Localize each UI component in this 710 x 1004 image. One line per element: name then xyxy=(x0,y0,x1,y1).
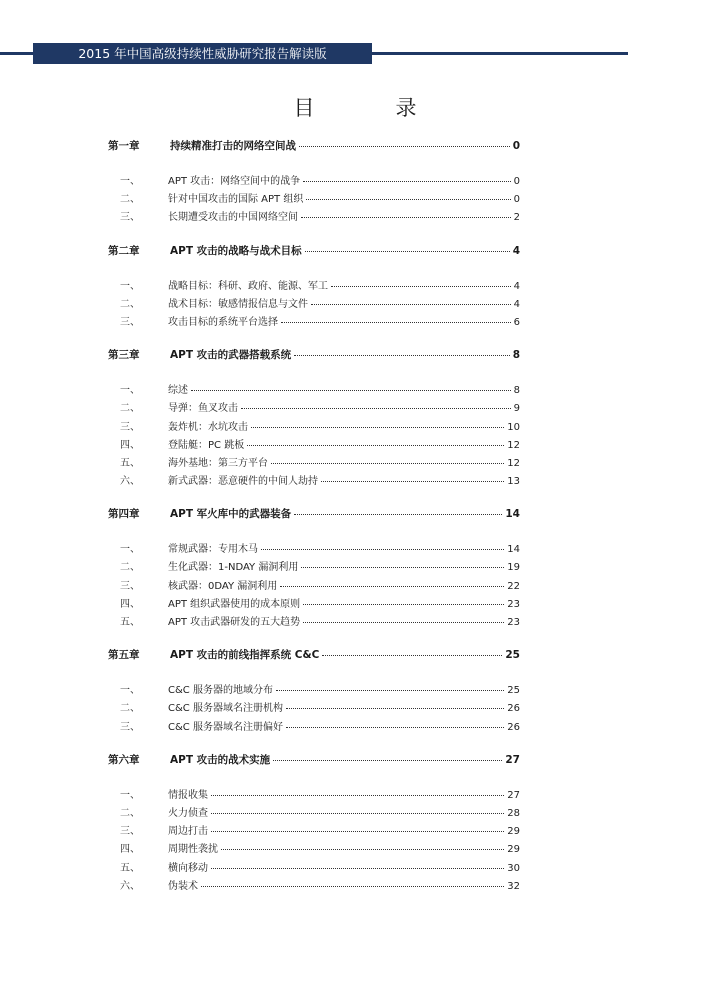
toc-item[interactable] xyxy=(108,313,520,331)
toc-item[interactable] xyxy=(108,822,520,840)
item-number: 一、 xyxy=(120,685,140,697)
item-page: 8 xyxy=(513,385,520,397)
toc-item[interactable] xyxy=(108,718,520,736)
item-number: 三、 xyxy=(120,580,140,592)
toc-item[interactable] xyxy=(108,454,520,472)
toc-chapter[interactable] xyxy=(108,138,520,158)
item-number: 二、 xyxy=(120,703,140,715)
item-title: C&C 服务器域名注册偏好 xyxy=(168,721,283,733)
item-title: 周边打击 xyxy=(168,826,208,838)
chapter-title: APT 军火库中的武器装备 xyxy=(170,508,292,521)
leader-dots xyxy=(211,868,504,869)
item-number: 四、 xyxy=(120,439,140,451)
toc-item[interactable] xyxy=(108,399,520,417)
leader-dots xyxy=(247,445,504,446)
toc-item[interactable] xyxy=(108,418,520,436)
header-title: 2015 年中国高级持续性威胁研究报告解读版 xyxy=(33,43,372,64)
toc-item[interactable] xyxy=(108,859,520,877)
toc-item[interactable] xyxy=(108,558,520,576)
toc-chapter[interactable] xyxy=(108,347,520,367)
item-title: C&C 服务器的地域分布 xyxy=(168,685,273,697)
item-page: 12 xyxy=(507,439,520,451)
toc-item[interactable] xyxy=(108,804,520,822)
leader-dots xyxy=(273,760,502,761)
leader-dots xyxy=(211,795,504,796)
item-title: C&C 服务器域名注册机构 xyxy=(168,703,283,715)
toc-chapter[interactable] xyxy=(108,647,520,667)
item-page: 23 xyxy=(507,617,520,628)
item-title: 战术目标：敏感情报信息与文件 xyxy=(168,298,308,310)
item-title: 海外基地：第三方平台 xyxy=(168,457,268,469)
item-title: 横向移动 xyxy=(168,862,208,874)
item-title: 综述 xyxy=(168,385,188,397)
item-page: 23 xyxy=(507,598,520,610)
item-number: 三、 xyxy=(120,421,140,433)
item-page: 14 xyxy=(507,544,520,556)
leader-dots xyxy=(241,408,511,409)
item-page: 26 xyxy=(507,703,520,715)
table-of-contents xyxy=(108,138,520,895)
item-page: 10 xyxy=(507,421,520,433)
item-number: 三、 xyxy=(120,316,140,328)
leader-dots xyxy=(221,849,504,850)
toc-item[interactable] xyxy=(108,613,520,631)
leader-dots xyxy=(321,481,504,482)
toc-chapter[interactable] xyxy=(108,506,520,526)
item-page: 25 xyxy=(507,685,520,697)
chapter-title: 持续精准打击的网络空间战 xyxy=(170,140,296,152)
item-page: 0 xyxy=(513,194,520,206)
item-title: 攻击目标的系统平台选择 xyxy=(168,316,278,328)
item-title: 常规武器：专用木马 xyxy=(168,544,258,556)
toc-item[interactable] xyxy=(108,699,520,717)
item-number: 一、 xyxy=(120,789,140,801)
item-number: 三、 xyxy=(120,826,140,838)
chapter-page: 8 xyxy=(512,349,520,362)
item-page: 13 xyxy=(507,476,520,488)
item-number: 二、 xyxy=(120,298,140,310)
toc-item[interactable] xyxy=(108,877,520,895)
item-page: 6 xyxy=(513,316,520,328)
toc-item[interactable] xyxy=(108,190,520,208)
item-page: 32 xyxy=(507,880,520,892)
item-title: 轰炸机：水坑攻击 xyxy=(168,421,248,433)
item-number: 二、 xyxy=(120,403,140,415)
item-page: 30 xyxy=(507,862,520,874)
toc-item[interactable] xyxy=(108,208,520,226)
item-number: 一、 xyxy=(120,544,140,556)
item-number: 四、 xyxy=(120,598,140,610)
toc-item[interactable] xyxy=(108,472,520,490)
item-title: 周期性袭扰 xyxy=(168,844,218,856)
item-title: APT 攻击武器研发的五大趋势 xyxy=(168,617,301,628)
chapter-number: 第二章 xyxy=(108,244,140,257)
item-title: APT 攻击：网络空间中的战争 xyxy=(168,176,301,187)
item-page: 22 xyxy=(507,580,520,592)
chapter-title: APT 攻击的武器搭载系统 xyxy=(170,349,292,362)
leader-dots xyxy=(305,251,510,252)
item-number: 二、 xyxy=(120,194,140,206)
item-page: 12 xyxy=(507,457,520,469)
toc-item[interactable] xyxy=(108,295,520,313)
toc-item[interactable] xyxy=(108,577,520,595)
item-page: 29 xyxy=(507,844,520,856)
leader-dots xyxy=(301,567,504,568)
chapter-page: 14 xyxy=(505,508,520,521)
leader-dots xyxy=(280,586,504,587)
leader-dots xyxy=(201,886,504,887)
leader-dots xyxy=(299,146,510,147)
toc-item[interactable] xyxy=(108,595,520,613)
toc-item[interactable] xyxy=(108,681,520,699)
leader-dots xyxy=(211,831,504,832)
item-title: 火力侦查 xyxy=(168,807,208,819)
leader-dots xyxy=(301,217,511,218)
item-page: 26 xyxy=(507,721,520,733)
chapter-page: 25 xyxy=(505,649,520,662)
leader-dots xyxy=(286,708,504,709)
leader-dots xyxy=(322,655,502,656)
item-number: 五、 xyxy=(120,617,140,628)
leader-dots xyxy=(294,514,502,515)
leader-dots xyxy=(331,286,511,287)
leader-dots xyxy=(303,604,504,605)
leader-dots xyxy=(294,355,510,356)
leader-dots xyxy=(303,181,510,182)
item-page: 19 xyxy=(507,562,520,574)
item-number: 五、 xyxy=(120,862,140,874)
item-number: 三、 xyxy=(120,212,140,224)
item-page: 29 xyxy=(507,826,520,838)
chapter-page: 4 xyxy=(512,244,520,257)
leader-dots xyxy=(281,322,511,323)
item-title: 核武器：0DAY 漏洞利用 xyxy=(168,580,278,592)
chapter-number: 第三章 xyxy=(108,349,140,362)
item-number: 六、 xyxy=(120,880,140,892)
item-title: 伪装术 xyxy=(168,880,198,892)
leader-dots xyxy=(303,622,504,623)
leader-dots xyxy=(251,427,504,428)
item-number: 一、 xyxy=(120,176,140,187)
item-page: 4 xyxy=(513,298,520,310)
item-title: 生化武器：1-NDAY 漏洞利用 xyxy=(168,562,299,574)
item-number: 四、 xyxy=(120,844,140,856)
chapter-number: 第六章 xyxy=(108,753,140,766)
toc-title: 目 录 xyxy=(293,96,447,120)
item-title: 长期遭受攻击的中国网络空间 xyxy=(168,212,298,224)
item-page: 28 xyxy=(507,807,520,819)
item-number: 一、 xyxy=(120,385,140,397)
item-number: 二、 xyxy=(120,807,140,819)
item-title: 情报收集 xyxy=(168,789,208,801)
item-page: 0 xyxy=(513,176,520,187)
chapter-number: 第四章 xyxy=(108,508,140,521)
chapter-title: APT 攻击的前线指挥系统 C&C xyxy=(170,649,320,662)
item-page: 4 xyxy=(513,280,520,292)
toc-item[interactable] xyxy=(108,277,520,295)
toc-item[interactable] xyxy=(108,381,520,399)
item-number: 二、 xyxy=(120,562,140,574)
leader-dots xyxy=(306,199,510,200)
chapter-page: 27 xyxy=(505,753,520,766)
item-title: APT 组织武器使用的成本原则 xyxy=(168,598,301,610)
toc-item[interactable] xyxy=(108,436,520,454)
item-number: 三、 xyxy=(120,721,140,733)
item-page: 27 xyxy=(507,789,520,801)
leader-dots xyxy=(276,690,504,691)
item-title: 登陆艇：PC 跳板 xyxy=(168,439,245,451)
chapter-number: 第五章 xyxy=(108,649,140,662)
item-title: 针对中国攻击的国际 APT 组织 xyxy=(168,194,304,206)
item-number: 一、 xyxy=(120,280,140,292)
leader-dots xyxy=(286,727,504,728)
item-number: 六、 xyxy=(120,476,140,488)
toc-item[interactable] xyxy=(108,172,520,190)
toc-item[interactable] xyxy=(108,786,520,804)
chapter-title: APT 攻击的战略与战术目标 xyxy=(170,244,302,257)
toc-chapter[interactable] xyxy=(108,243,520,263)
leader-dots xyxy=(191,390,511,391)
item-title: 战略目标：科研、政府、能源、军工 xyxy=(168,280,328,292)
toc-item[interactable] xyxy=(108,540,520,558)
item-number: 五、 xyxy=(120,457,140,469)
toc-chapter[interactable] xyxy=(108,752,520,772)
leader-dots xyxy=(261,549,504,550)
chapter-title: APT 攻击的战术实施 xyxy=(170,753,271,766)
item-title: 导弹：鱼叉攻击 xyxy=(168,403,238,415)
item-page: 2 xyxy=(513,212,520,224)
chapter-page: 0 xyxy=(512,140,520,152)
chapter-number: 第一章 xyxy=(108,140,140,152)
item-page: 9 xyxy=(513,403,520,415)
leader-dots xyxy=(271,463,504,464)
leader-dots xyxy=(311,304,511,305)
toc-item[interactable] xyxy=(108,840,520,858)
leader-dots xyxy=(211,813,504,814)
item-title: 新式武器：恶意硬件的中间人劫持 xyxy=(168,476,318,488)
